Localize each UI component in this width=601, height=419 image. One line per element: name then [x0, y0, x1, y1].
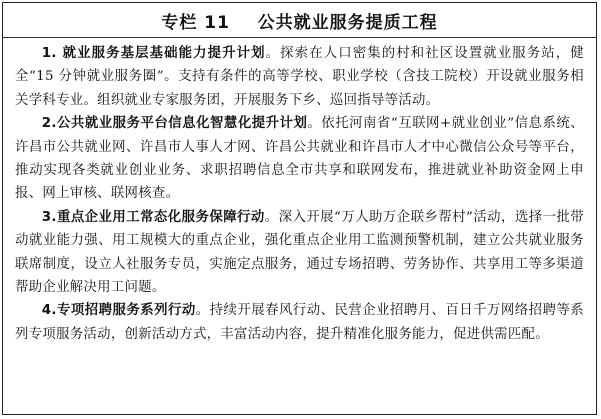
item-heading: 3.重点企业用工常态化服务保障行动 [41, 209, 265, 225]
feature-box [2, 2, 597, 415]
list-item [15, 112, 584, 206]
list-item [15, 299, 584, 346]
item-text: 。持续开展春风行动、民营企业招聘月、百日千万网络招聘等系列专项服务活动，创新活动方式，丰富活动内容，提升精准化服务能力，促进供需匹配。 [15, 303, 584, 342]
box-body [3, 38, 596, 346]
box-title [3, 3, 596, 38]
item-text: 。依托河南省“互联网+就业创业”信息系统、许昌市公共就业网、许昌市人事人才网、许昌公共就业和许昌市人才中心微信公众号等平台，推动实现各类就业创业业务、求职招聘信息全市共享和联网发布，推进就业补助资金网上申报、网上审核、联网核查。 [15, 116, 584, 202]
list-item [15, 206, 584, 300]
box-title-label: 专栏 11 [161, 12, 230, 33]
item-heading: 1. 就业服务基层基础能力提升计划 [41, 46, 266, 61]
box-title-text: 公共就业服务提质工程 [257, 12, 438, 33]
item-text: 。深入开展“万人助万企联乡帮村”活动，选择一批带动就业能力强、用工规模大的重点企业，强化重点企业用工监测预警机制，建立公共就业服务联席制度，设立人社服务专员，实施定点服务，通过专场招聘、劳务协作、共享用工等多渠道帮助企业解决用工问题。 [15, 209, 584, 296]
item-heading: 4.专项招聘服务系列行动 [41, 303, 196, 319]
list-item [15, 42, 584, 112]
item-text: 。探索在人口密集的村和社区设置就业服务站，健全“15 分钟就业服务圈”。支持有条件的高等学校、职业学校（含技工院校）开设就业服务相关学科专业。组织就业专家服务团，开展服务下乡、巡回指导等活动。 [15, 46, 584, 108]
item-heading: 2.公共就业服务平台信息化智慧化提升计划 [41, 116, 308, 132]
